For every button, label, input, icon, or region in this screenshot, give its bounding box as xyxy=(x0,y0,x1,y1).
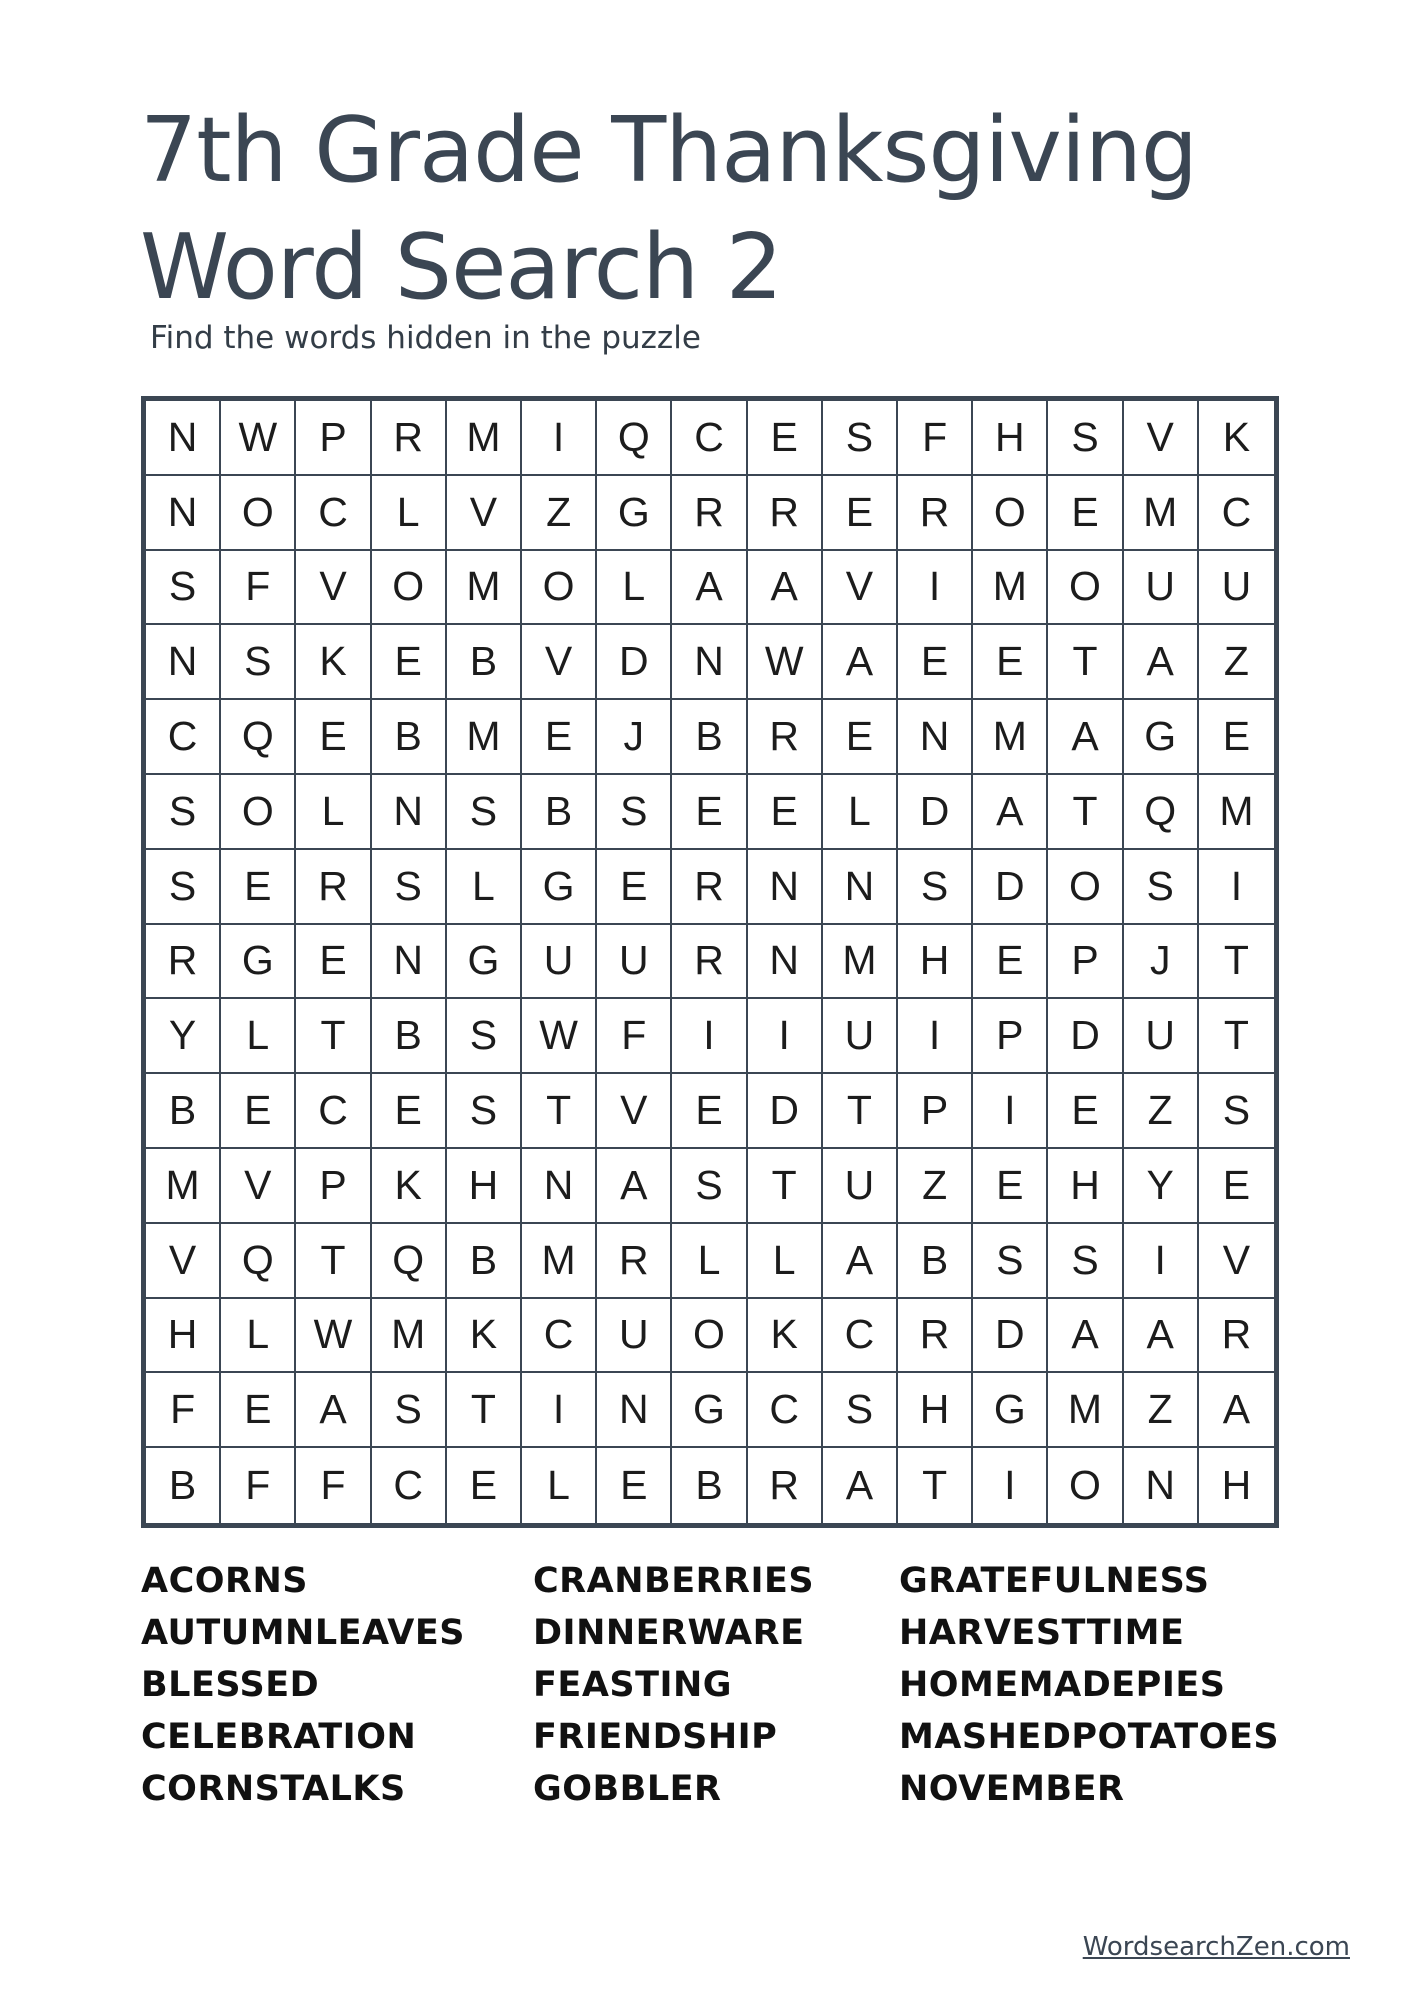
grid-cell[interactable]: S xyxy=(1199,1074,1274,1149)
grid-cell[interactable]: V xyxy=(1199,1224,1274,1299)
grid-cell[interactable]: V xyxy=(296,551,371,626)
grid-cell[interactable]: M xyxy=(973,700,1048,775)
grid-cell[interactable]: A xyxy=(1048,1299,1123,1374)
instructions: Find the words hidden in the puzzle xyxy=(150,320,701,356)
grid-cell[interactable]: S xyxy=(672,1149,747,1224)
grid-cell[interactable]: T xyxy=(1199,999,1274,1074)
grid-cell[interactable]: F xyxy=(296,1448,371,1523)
grid-cell[interactable]: Z xyxy=(1124,1373,1199,1448)
grid-cell[interactable]: V xyxy=(1124,401,1199,476)
grid-cell[interactable]: L xyxy=(748,1224,823,1299)
grid-cell[interactable]: M xyxy=(522,1224,597,1299)
grid-cell[interactable]: E xyxy=(973,1149,1048,1224)
grid-cell[interactable]: E xyxy=(296,700,371,775)
word-item: HARVESTTIME xyxy=(899,1613,1185,1653)
grid-cell[interactable]: R xyxy=(372,401,447,476)
page-title xyxy=(140,92,1300,326)
grid-cell[interactable]: O xyxy=(221,476,296,551)
grid-cell[interactable]: C xyxy=(146,700,221,775)
word-list-column-2 xyxy=(533,1555,814,1815)
grid-cell[interactable]: S xyxy=(372,1373,447,1448)
grid-cell[interactable]: T xyxy=(823,1074,898,1149)
grid-cell[interactable]: H xyxy=(973,401,1048,476)
grid-cell[interactable]: N xyxy=(898,700,973,775)
grid-cell[interactable]: M xyxy=(447,700,522,775)
grid-cell[interactable]: A xyxy=(597,1149,672,1224)
grid-cell[interactable]: S xyxy=(146,551,221,626)
word-item: AUTUMNLEAVES xyxy=(141,1613,465,1653)
word-item: MASHEDPOTATOES xyxy=(899,1717,1280,1757)
grid-cell[interactable]: W xyxy=(296,1299,371,1374)
grid-cell[interactable]: V xyxy=(823,551,898,626)
grid-cell[interactable]: P xyxy=(296,1149,371,1224)
grid-cell[interactable]: A xyxy=(1124,625,1199,700)
grid-cell[interactable]: D xyxy=(973,850,1048,925)
grid-cell[interactable]: K xyxy=(1199,401,1274,476)
grid-cell[interactable]: I xyxy=(898,999,973,1074)
grid-cell[interactable]: D xyxy=(1048,999,1123,1074)
grid-cell[interactable]: I xyxy=(973,1074,1048,1149)
grid-cell[interactable]: J xyxy=(1124,925,1199,1000)
grid-cell[interactable]: O xyxy=(1048,850,1123,925)
grid-cell[interactable]: M xyxy=(823,925,898,1000)
grid-cell[interactable]: D xyxy=(898,775,973,850)
grid-cell[interactable]: M xyxy=(973,551,1048,626)
grid-cell[interactable]: H xyxy=(898,1373,973,1448)
grid-cell[interactable]: E xyxy=(973,625,1048,700)
grid-cell[interactable]: C xyxy=(372,1448,447,1523)
grid-cell[interactable]: A xyxy=(1124,1299,1199,1374)
grid-cell[interactable]: N xyxy=(672,625,747,700)
grid-cell[interactable]: D xyxy=(973,1299,1048,1374)
grid-cell[interactable]: R xyxy=(296,850,371,925)
grid-cell[interactable]: U xyxy=(597,925,672,1000)
grid-cell[interactable]: I xyxy=(672,999,747,1074)
grid-cell[interactable]: C xyxy=(823,1299,898,1374)
grid-cell[interactable]: U xyxy=(823,1149,898,1224)
grid-cell[interactable]: T xyxy=(296,999,371,1074)
grid-cell[interactable]: B xyxy=(372,700,447,775)
grid-cell[interactable]: V xyxy=(221,1149,296,1224)
grid-cell[interactable]: E xyxy=(973,925,1048,1000)
grid-cell[interactable]: S xyxy=(1048,401,1123,476)
word-item: DINNERWARE xyxy=(533,1613,805,1653)
grid-cell[interactable]: T xyxy=(522,1074,597,1149)
grid-cell[interactable]: L xyxy=(597,551,672,626)
grid-cell[interactable]: N xyxy=(372,925,447,1000)
grid-cell[interactable]: N xyxy=(146,401,221,476)
grid-cell[interactable]: A xyxy=(1048,700,1123,775)
grid-cell[interactable]: S xyxy=(1048,1224,1123,1299)
grid-cell[interactable]: E xyxy=(372,1074,447,1149)
grid-cell[interactable]: B xyxy=(146,1074,221,1149)
grid-cell[interactable]: R xyxy=(146,925,221,1000)
grid-cell[interactable]: V xyxy=(447,476,522,551)
grid-cell[interactable]: S xyxy=(447,1074,522,1149)
grid-cell[interactable]: M xyxy=(372,1299,447,1374)
grid-cell[interactable]: N xyxy=(522,1149,597,1224)
grid-cell[interactable]: Q xyxy=(221,700,296,775)
grid-cell[interactable]: S xyxy=(898,850,973,925)
grid-cell[interactable]: N xyxy=(146,476,221,551)
grid-cell[interactable]: E xyxy=(447,1448,522,1523)
grid-cell[interactable]: S xyxy=(447,775,522,850)
grid-cell[interactable]: F xyxy=(898,401,973,476)
grid-cell[interactable]: A xyxy=(748,551,823,626)
grid-cell[interactable]: M xyxy=(146,1149,221,1224)
grid-cell[interactable]: T xyxy=(447,1373,522,1448)
grid-cell[interactable]: U xyxy=(522,925,597,1000)
grid-cell[interactable]: W xyxy=(748,625,823,700)
grid-cell[interactable]: M xyxy=(447,551,522,626)
grid-cell[interactable]: S xyxy=(973,1224,1048,1299)
grid-cell[interactable]: K xyxy=(372,1149,447,1224)
grid-cell[interactable]: I xyxy=(973,1448,1048,1523)
grid-cell[interactable]: A xyxy=(672,551,747,626)
grid-cell[interactable]: G xyxy=(1124,700,1199,775)
grid-cell[interactable]: A xyxy=(823,1448,898,1523)
grid-cell[interactable]: I xyxy=(1124,1224,1199,1299)
word-list-column-1 xyxy=(141,1555,465,1815)
site-link[interactable]: WordsearchZen.com xyxy=(1082,1932,1350,1962)
grid-cell[interactable]: R xyxy=(597,1224,672,1299)
grid-cell[interactable]: K xyxy=(447,1299,522,1374)
grid-cell[interactable]: Y xyxy=(146,999,221,1074)
grid-cell[interactable]: L xyxy=(296,775,371,850)
grid-cell[interactable]: N xyxy=(748,850,823,925)
grid-cell[interactable]: M xyxy=(1124,476,1199,551)
grid-cell[interactable]: K xyxy=(748,1299,823,1374)
grid-cell[interactable]: V xyxy=(597,1074,672,1149)
grid-cell[interactable]: S xyxy=(146,850,221,925)
grid-cell[interactable]: A xyxy=(823,1224,898,1299)
word-item: CRANBERRIES xyxy=(533,1561,815,1601)
grid-cell[interactable]: S xyxy=(447,999,522,1074)
grid-cell[interactable]: B xyxy=(672,1448,747,1523)
grid-cell[interactable]: G xyxy=(597,476,672,551)
grid-cell[interactable]: N xyxy=(372,775,447,850)
grid-cell[interactable]: T xyxy=(898,1448,973,1523)
grid-cell[interactable]: U xyxy=(1124,551,1199,626)
grid-cell[interactable]: O xyxy=(1048,1448,1123,1523)
grid-cell[interactable]: N xyxy=(597,1373,672,1448)
word-item: GOBBLER xyxy=(533,1769,722,1809)
grid-cell[interactable]: H xyxy=(146,1299,221,1374)
grid-cell[interactable]: U xyxy=(597,1299,672,1374)
grid-cell[interactable]: E xyxy=(597,850,672,925)
word-list-column-3 xyxy=(899,1555,1279,1815)
word-item: FEASTING xyxy=(533,1665,733,1705)
grid-cell[interactable]: G xyxy=(221,925,296,1000)
grid-cell[interactable]: N xyxy=(1124,1448,1199,1523)
grid-cell[interactable]: R xyxy=(1199,1299,1274,1374)
grid-cell[interactable]: U xyxy=(1199,551,1274,626)
grid-cell[interactable]: W xyxy=(522,999,597,1074)
title-line-2: Word Search 2 xyxy=(140,215,783,320)
grid-cell[interactable]: Q xyxy=(221,1224,296,1299)
grid-cell[interactable]: P xyxy=(296,401,371,476)
grid-cell[interactable]: R xyxy=(672,476,747,551)
grid-cell[interactable]: L xyxy=(221,1299,296,1374)
grid-cell[interactable]: M xyxy=(1048,1373,1123,1448)
grid-cell[interactable]: T xyxy=(1048,775,1123,850)
grid-cell[interactable]: E xyxy=(296,925,371,1000)
grid-cell[interactable]: H xyxy=(447,1149,522,1224)
grid-cell[interactable]: E xyxy=(1199,700,1274,775)
grid-cell[interactable]: O xyxy=(672,1299,747,1374)
grid-cell[interactable]: S xyxy=(146,775,221,850)
grid-cell[interactable]: L xyxy=(372,476,447,551)
word-item: HOMEMADEPIES xyxy=(899,1665,1226,1705)
grid-cell[interactable]: B xyxy=(672,700,747,775)
grid-cell[interactable]: B xyxy=(447,625,522,700)
grid-cell[interactable]: R xyxy=(898,1299,973,1374)
grid-cell[interactable]: H xyxy=(1048,1149,1123,1224)
grid-cell[interactable]: A xyxy=(823,625,898,700)
grid-cell[interactable]: Q xyxy=(1124,775,1199,850)
grid-cell[interactable]: L xyxy=(221,999,296,1074)
grid-cell[interactable]: R xyxy=(748,476,823,551)
grid-cell[interactable]: B xyxy=(372,999,447,1074)
grid-cell[interactable]: R xyxy=(672,850,747,925)
grid-cell[interactable]: S xyxy=(372,850,447,925)
grid-cell[interactable]: B xyxy=(447,1224,522,1299)
grid-cell[interactable]: C xyxy=(1199,476,1274,551)
grid-cell[interactable]: U xyxy=(1124,999,1199,1074)
grid-cell[interactable]: B xyxy=(898,1224,973,1299)
grid-cell[interactable]: Q xyxy=(372,1224,447,1299)
grid-cell[interactable]: S xyxy=(1124,850,1199,925)
grid-cell[interactable]: E xyxy=(823,700,898,775)
grid-cell[interactable]: I xyxy=(898,551,973,626)
grid-cell[interactable]: G xyxy=(672,1373,747,1448)
grid-cell[interactable]: K xyxy=(296,625,371,700)
grid-cell[interactable]: C xyxy=(522,1299,597,1374)
grid-cell[interactable]: P xyxy=(1048,925,1123,1000)
grid-cell[interactable]: W xyxy=(221,401,296,476)
grid-cell[interactable]: I xyxy=(748,999,823,1074)
grid-cell[interactable]: C xyxy=(296,476,371,551)
grid-cell[interactable]: O xyxy=(522,551,597,626)
grid-cell[interactable]: Q xyxy=(597,401,672,476)
grid-cell[interactable]: N xyxy=(748,925,823,1000)
word-item: CELEBRATION xyxy=(141,1717,417,1757)
grid-cell[interactable]: E xyxy=(522,700,597,775)
grid-cell[interactable]: F xyxy=(597,999,672,1074)
grid-cell[interactable]: O xyxy=(221,775,296,850)
grid-cell[interactable]: R xyxy=(898,476,973,551)
grid-cell[interactable]: C xyxy=(672,401,747,476)
word-item: CORNSTALKS xyxy=(141,1769,406,1809)
grid-cell[interactable]: E xyxy=(221,1074,296,1149)
grid-cell[interactable]: S xyxy=(823,1373,898,1448)
grid-cell[interactable]: G xyxy=(447,925,522,1000)
grid-cell[interactable]: I xyxy=(522,401,597,476)
grid-cell[interactable]: E xyxy=(1048,476,1123,551)
grid-cell[interactable]: H xyxy=(898,925,973,1000)
grid-cell[interactable]: M xyxy=(447,401,522,476)
grid-cell[interactable]: L xyxy=(522,1448,597,1523)
grid-cell[interactable]: E xyxy=(597,1448,672,1523)
grid-cell[interactable]: T xyxy=(1048,625,1123,700)
grid-cell[interactable]: S xyxy=(221,625,296,700)
grid-cell[interactable]: R xyxy=(748,700,823,775)
grid-cell[interactable]: B xyxy=(146,1448,221,1523)
title-line-1: 7th Grade Thanksgiving xyxy=(140,98,1197,203)
word-item: GRATEFULNESS xyxy=(899,1561,1210,1601)
grid-cell[interactable]: J xyxy=(597,700,672,775)
grid-cell[interactable]: E xyxy=(672,1074,747,1149)
grid-cell[interactable]: E xyxy=(1199,1149,1274,1224)
grid-cell[interactable]: U xyxy=(823,999,898,1074)
grid-cell[interactable]: G xyxy=(522,850,597,925)
grid-cell[interactable]: I xyxy=(1199,850,1274,925)
grid-cell[interactable]: N xyxy=(823,850,898,925)
grid-cell[interactable]: L xyxy=(447,850,522,925)
grid-cell[interactable]: Z xyxy=(1199,625,1274,700)
word-item: NOVEMBER xyxy=(899,1769,1125,1809)
grid-cell[interactable]: S xyxy=(597,775,672,850)
grid-cell[interactable]: T xyxy=(296,1224,371,1299)
grid-cell[interactable]: F xyxy=(221,1448,296,1523)
grid-cell[interactable]: D xyxy=(748,1074,823,1149)
grid-cell[interactable]: L xyxy=(823,775,898,850)
grid-cell[interactable]: Y xyxy=(1124,1149,1199,1224)
grid-cell[interactable]: P xyxy=(973,999,1048,1074)
grid-cell[interactable]: Z xyxy=(522,476,597,551)
grid-cell[interactable]: T xyxy=(748,1149,823,1224)
grid-cell[interactable]: E xyxy=(898,625,973,700)
grid-cell[interactable]: H xyxy=(1221,1462,1252,1509)
grid-cell[interactable]: T xyxy=(1199,925,1274,1000)
grid-cell[interactable]: D xyxy=(597,625,672,700)
grid-cell[interactable]: R xyxy=(748,1448,823,1523)
grid-cell[interactable]: A xyxy=(296,1373,371,1448)
grid-cell[interactable]: I xyxy=(522,1373,597,1448)
grid-cell[interactable]: V xyxy=(146,1224,221,1299)
grid-cell[interactable]: C xyxy=(748,1373,823,1448)
grid-cell[interactable]: C xyxy=(296,1074,371,1149)
grid-cell[interactable]: L xyxy=(672,1224,747,1299)
grid-cell[interactable]: Z xyxy=(1124,1074,1199,1149)
grid-cell[interactable]: F xyxy=(221,551,296,626)
grid-cell[interactable]: E xyxy=(221,850,296,925)
grid-cell[interactable]: E xyxy=(672,775,747,850)
word-item: ACORNS xyxy=(141,1561,308,1601)
grid-cell[interactable]: A xyxy=(1199,1373,1274,1448)
grid-cell[interactable]: O xyxy=(1048,551,1123,626)
word-search-grid xyxy=(141,396,1279,1528)
grid-cell[interactable]: E xyxy=(823,476,898,551)
grid-cell[interactable]: S xyxy=(823,401,898,476)
grid-cell[interactable]: O xyxy=(973,476,1048,551)
grid-cell[interactable]: R xyxy=(672,925,747,1000)
word-item: FRIENDSHIP xyxy=(533,1717,778,1757)
grid-cell[interactable]: A xyxy=(973,775,1048,850)
grid-cell[interactable]: E xyxy=(1048,1074,1123,1149)
grid-cell[interactable]: E xyxy=(748,401,823,476)
grid-cell[interactable]: F xyxy=(146,1373,221,1448)
grid-cell[interactable]: N xyxy=(146,625,221,700)
grid-cell[interactable]: O xyxy=(372,551,447,626)
grid-cell[interactable]: E xyxy=(748,775,823,850)
grid-cell[interactable]: Z xyxy=(898,1149,973,1224)
grid-cell[interactable]: E xyxy=(221,1373,296,1448)
grid-cell[interactable]: M xyxy=(1199,775,1274,850)
grid-cell[interactable]: V xyxy=(522,625,597,700)
grid-cell[interactable]: G xyxy=(973,1373,1048,1448)
word-item: BLESSED xyxy=(141,1665,320,1705)
grid-cell[interactable]: B xyxy=(522,775,597,850)
grid-cell[interactable]: P xyxy=(898,1074,973,1149)
grid-cell[interactable]: E xyxy=(372,625,447,700)
